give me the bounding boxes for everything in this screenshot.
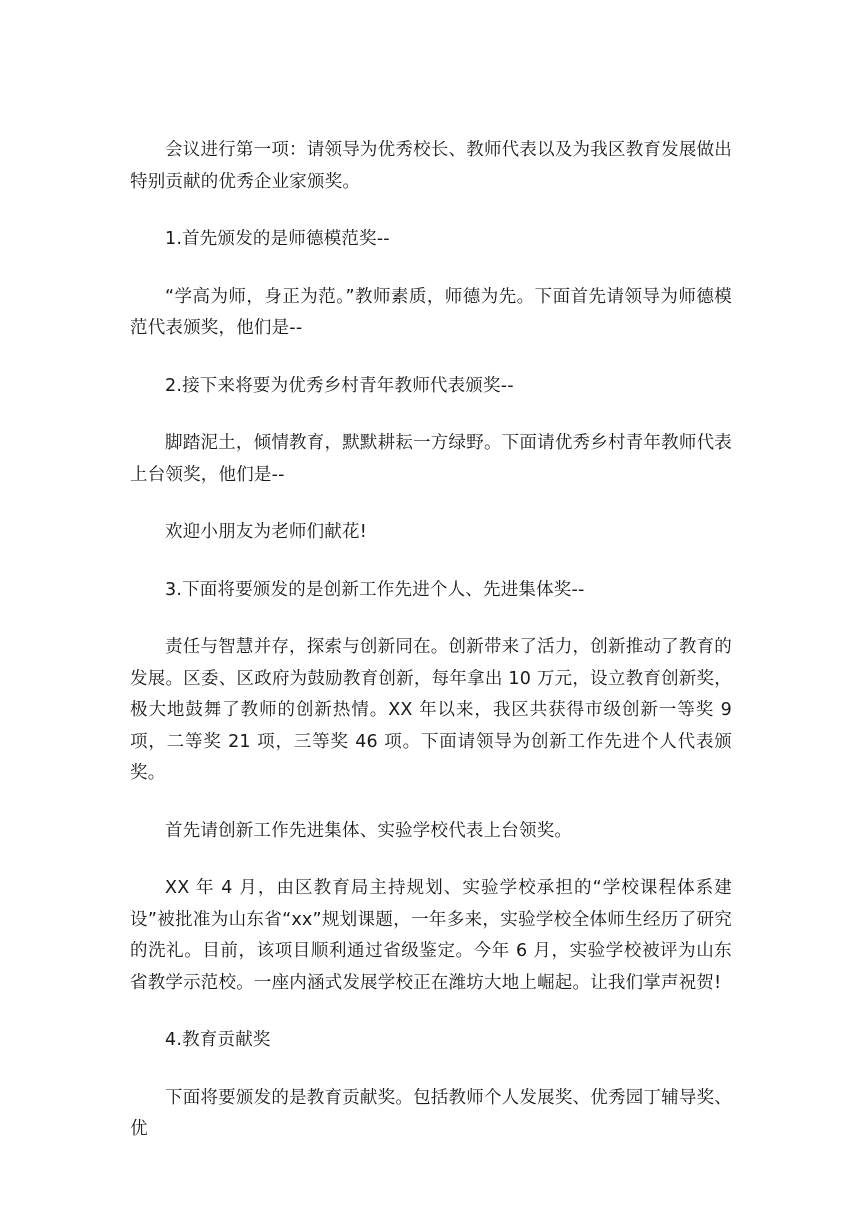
heading-ethics-award: 1.首先颁发的是师德模范奖--: [165, 229, 390, 249]
heading-contribution-award: 4.教育贡献奖: [165, 1030, 271, 1050]
paragraph-rural-teacher-award: 脚踏泥土，倾情教育，默默耕耘一方绿野。下面请优秀乡村青年教师代表上台领奖，他们是--: [130, 433, 732, 485]
paragraph-innovation-award: 责任与智慧并存，探索与创新同在。创新带来了活力，创新推动了教育的发展。区委、区政府为鼓励教育创新，每年拿出 10 万元，设立教育创新奖，极大地鼓舞了教师的创新热情。XX 年以来，我区共获得市级创新一等奖 9 项，二等奖 21 项，三等奖 46 项。下面请领导为创新工作先进个人代表颁奖。: [130, 637, 732, 783]
heading-rural-teacher-award: 2.接下来将要为优秀乡村青年教师代表颁奖--: [165, 375, 514, 396]
paragraph-intro: 会议进行第一项：请领导为优秀校长、教师代表以及为我区教育发展做出特别贡献的优秀企业家颁奖。: [130, 140, 732, 192]
document-body: [130, 135, 732, 1172]
paragraph-innovation-collective: 首先请创新工作先进集体、实验学校代表上台领奖。: [165, 820, 573, 841]
paragraph-ethics-award: “学高为师，身正为范。”教师素质，师德为先。下面首先请领导为师德模范代表颁奖，他们是--: [130, 286, 732, 338]
paragraph-flowers: 欢迎小朋友为老师们献花!: [165, 522, 367, 542]
heading-innovation-award: 3.下面将要颁发的是创新工作先进个人、先进集体奖--: [165, 579, 585, 600]
paragraph-curriculum-project: XX 年 4 月，由区教育局主持规划、实验学校承担的“学校课程体系建设”被批准为山东省“xx”规划课题，一年多来，实验学校全体师生经历了研究的洗礼。目前，该项目顺利通过省级鉴定。今年 6 月，实验学校被评为山东省教学示范校。一座内涵式发展学校正在潍坊大地上崛起。让我们掌声祝贺!: [130, 878, 732, 993]
paragraph-contribution-award: 下面将要颁发的是教育贡献奖。包括教师个人发展奖、优秀园丁辅导奖、优: [130, 1087, 732, 1139]
